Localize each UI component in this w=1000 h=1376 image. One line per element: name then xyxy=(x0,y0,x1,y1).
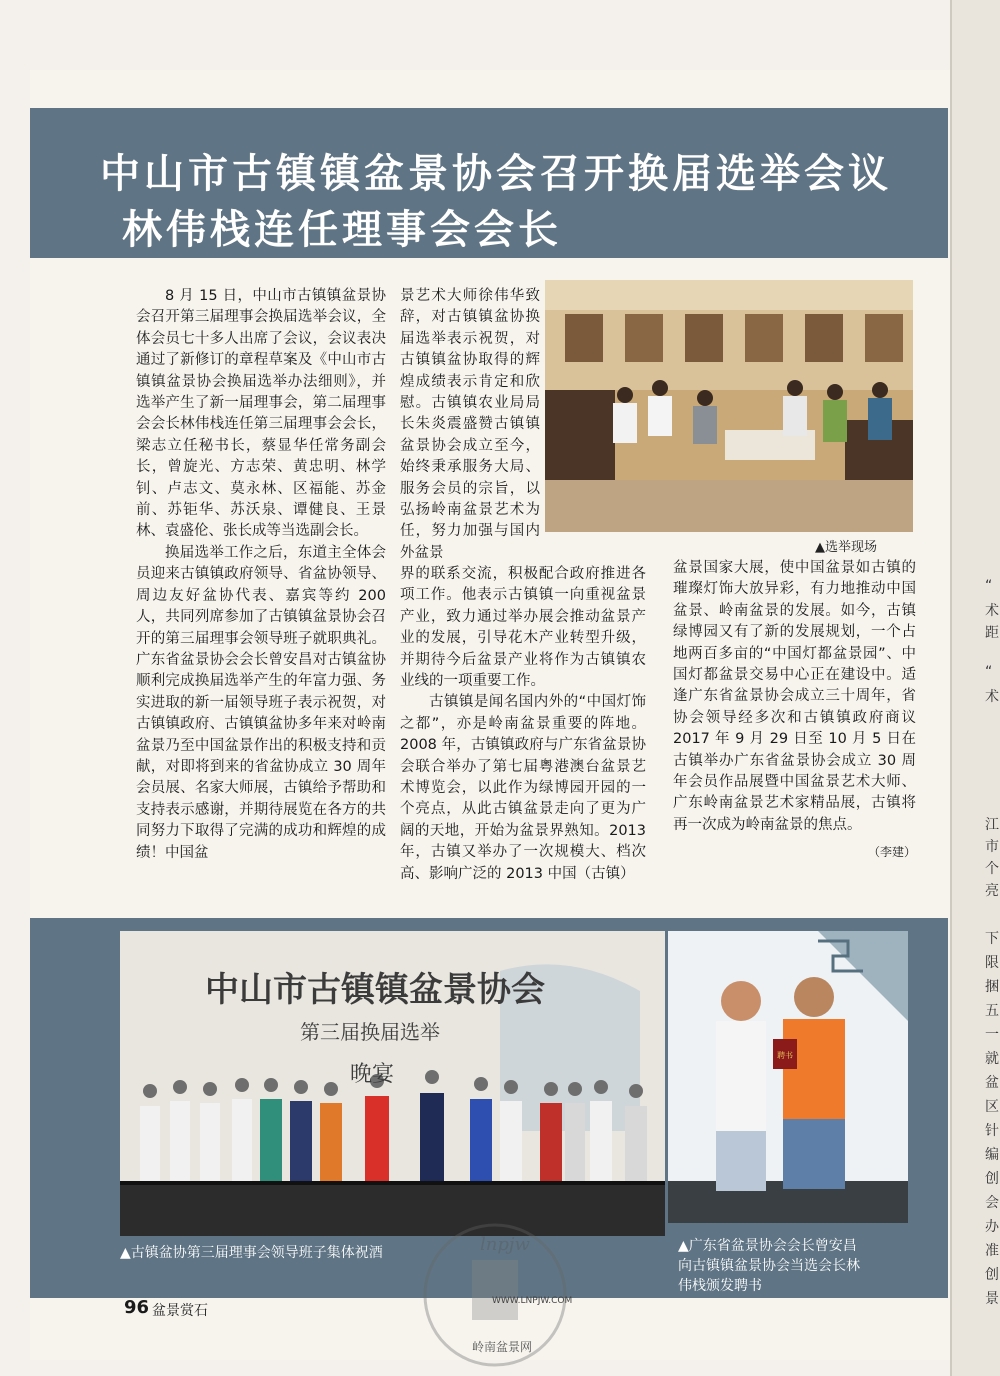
paragraph-4: 古镇镇是闻名国内外的“中国灯饰之都”，亦是岭南盆景重要的阵地。2008 年，古镇镇政府与广东省盆景协会联合举办了第七届粤港澳台盆景艺术博览会，以此作为绿博园开园的一个亮点，从此古镇盆景走向了更为广阔的天地，开始为盆景界熟知。2013 年，古镇又举办了一次规模大、档次高、影响广泛的 2013 中国（古镇） xyxy=(400,694,646,882)
strip-char: 术 xyxy=(985,689,999,705)
article-title-line1: 中山市古镇镇盆景协会召开换届选举会议 xyxy=(100,150,892,197)
stage-banner-main: 中山市古镇镇盆景协会 xyxy=(205,970,545,1010)
paragraph-5: 盆景国家大展，使中国盆景如古镇的璀璨灯饰大放异彩，有力地推动中国盆景、岭南盆景的发展。如今，古镇绿博园又有了新的发展规划，一个占地两百多亩的“中国灯都盆景园”、中国灯都盆景交易中心正在建设中。适逢广东省盆景协会成立三十周年，省协会领导经多次和古镇镇政府商议 2017 年 9 月 29 日至 10 月 5 日在古镇举办广东省盆景协会成立 30 周年会员作品展暨中国盆景艺术大师、广东岭南盆景艺术家精品展，古镇将再一次成为岭南盆景的焦点。 xyxy=(673,560,916,833)
stage-banner-sub: 第三届换届选举 xyxy=(300,1020,440,1044)
article-title-line2: 林伟栈连任理事会会长 xyxy=(122,206,562,253)
article-column-3 xyxy=(673,558,916,864)
author-credit: （李建） xyxy=(867,845,916,860)
strip-char: 创 xyxy=(985,1267,999,1283)
paragraph-1: 8 月 15 日，中山市古镇镇盆景协会召开第三届理事会换届选举会议，全体会员七十多人出席了会议，会议表决通过了新修订的章程草案及《中山市古镇镇盆景协会换届选举办法细则》，并选举产生了新一届理事会，第二届理事会会长林伟栈连任第三届理事会会长，梁志立任秘书长，蔡显华任常务副会长，曾旋光、方志荣、黄忠明、林学钊、卢志文、莫永林、区福能、苏金前、苏钜华、苏沃泉、谭健良、王景林、袁盛伦、张长成等当选副会长。 xyxy=(136,288,386,540)
page-number: 96 xyxy=(124,1297,150,1318)
magazine-name: 盆景赏石 xyxy=(152,1303,208,1319)
caption-group-toast: ▲古镇盆协第三届理事会领导班子集体祝酒 xyxy=(120,1245,383,1261)
strip-char: 准 xyxy=(985,1243,999,1259)
watermark-script: lnpjw xyxy=(480,1234,530,1255)
election-scene-photo xyxy=(545,280,913,532)
award-photo xyxy=(668,931,908,1223)
strip-char: 限 xyxy=(985,955,999,971)
strip-char: 捆 xyxy=(985,979,999,995)
strip-char: 五 xyxy=(985,1003,999,1019)
strip-char: 江 xyxy=(985,817,999,833)
strip-char: 亮 xyxy=(985,883,999,899)
paragraph-2: 换届选举工作之后，东道主全体会员迎来古镇镇政府领导、省盆协领导、周边友好盆协代表、嘉宾等约 200 人，共同列席参加了古镇镇盆景协会召开的第三届理事会领导班子就职典礼。广东省盆景协会会长曾安昌对古镇盆协顺利完成换届选举产生的年富力强、务实进取的新一届领导班子表示祝贺，对古镇镇政府、古镇镇盆协多年来对岭南盆景乃至中国盆景作出的积极支持和贡献，对即将到来的省盆协成立 30 周年会员展、名家大师展，古镇给予帮助和支持表示感谢，并期待展览在各方的共同努力下取得了完满的成功和辉煌的成绩！中国盆 xyxy=(136,544,386,861)
strip-char: 编 xyxy=(985,1147,999,1163)
caption-award xyxy=(678,1236,860,1296)
caption-award-line1: ▲广东省盆景协会会长曾安昌 xyxy=(678,1238,857,1254)
strip-char: 创 xyxy=(985,1171,999,1187)
caption-award-line3: 伟栈颁发聘书 xyxy=(678,1278,762,1294)
paragraph-3: 景艺术大师徐伟华致辞，对古镇镇盆协换届选举表示祝贺，对古镇镇盆协取得的辉煌成绩表示肯定和欣慰。古镇镇农业局局长朱炎震盛赞古镇镇盆景协会成立至今，始终秉承服务大局、服务会员的宗旨，以弘扬岭南盆景艺术为任，努力加强与国内外盆景 xyxy=(400,288,540,561)
watermark-url: WWW.LNPJW.COM xyxy=(492,1296,573,1306)
strip-char: 下 xyxy=(985,931,999,947)
strip-char: 针 xyxy=(985,1123,999,1139)
strip-char: 术 xyxy=(985,603,999,619)
strip-char: “ xyxy=(985,664,993,680)
strip-char: 景 xyxy=(985,1291,999,1307)
strip-char: 距 xyxy=(985,625,999,641)
strip-char: 一 xyxy=(985,1027,999,1043)
strip-char: 会 xyxy=(985,1195,999,1211)
strip-char: 市 xyxy=(985,839,999,855)
paragraph-3-cont: 界的联系交流，积极配合政府推进各项工作。他表示古镇镇一向重视盆景产业，致力通过举办展会推动盆景产业的发展，引导花木产业转型升级，并期待今后盆景产业将作为古镇镇农业线的一项重要工作。 xyxy=(400,566,646,690)
stage-banner-word: 晚宴 xyxy=(350,1062,395,1087)
strip-char: 盆 xyxy=(985,1075,999,1091)
article-column-2 xyxy=(400,564,646,885)
caption-election-scene: ▲选举现场 xyxy=(815,540,877,555)
strip-char: 个 xyxy=(985,861,999,877)
strip-char: 办 xyxy=(985,1219,999,1235)
strip-char: “ xyxy=(985,578,993,594)
strip-char: 区 xyxy=(985,1099,999,1115)
article-column-1 xyxy=(136,286,386,864)
group-toast-photo xyxy=(120,931,665,1236)
watermark-name: 岭南盆景网 xyxy=(472,1340,533,1354)
caption-award-line2: 向古镇镇盆景协会当选会长林 xyxy=(678,1258,860,1274)
article-column-2-narrow xyxy=(400,286,540,564)
certificate-label: 聘书 xyxy=(777,1051,793,1060)
strip-char: 就 xyxy=(985,1051,999,1067)
